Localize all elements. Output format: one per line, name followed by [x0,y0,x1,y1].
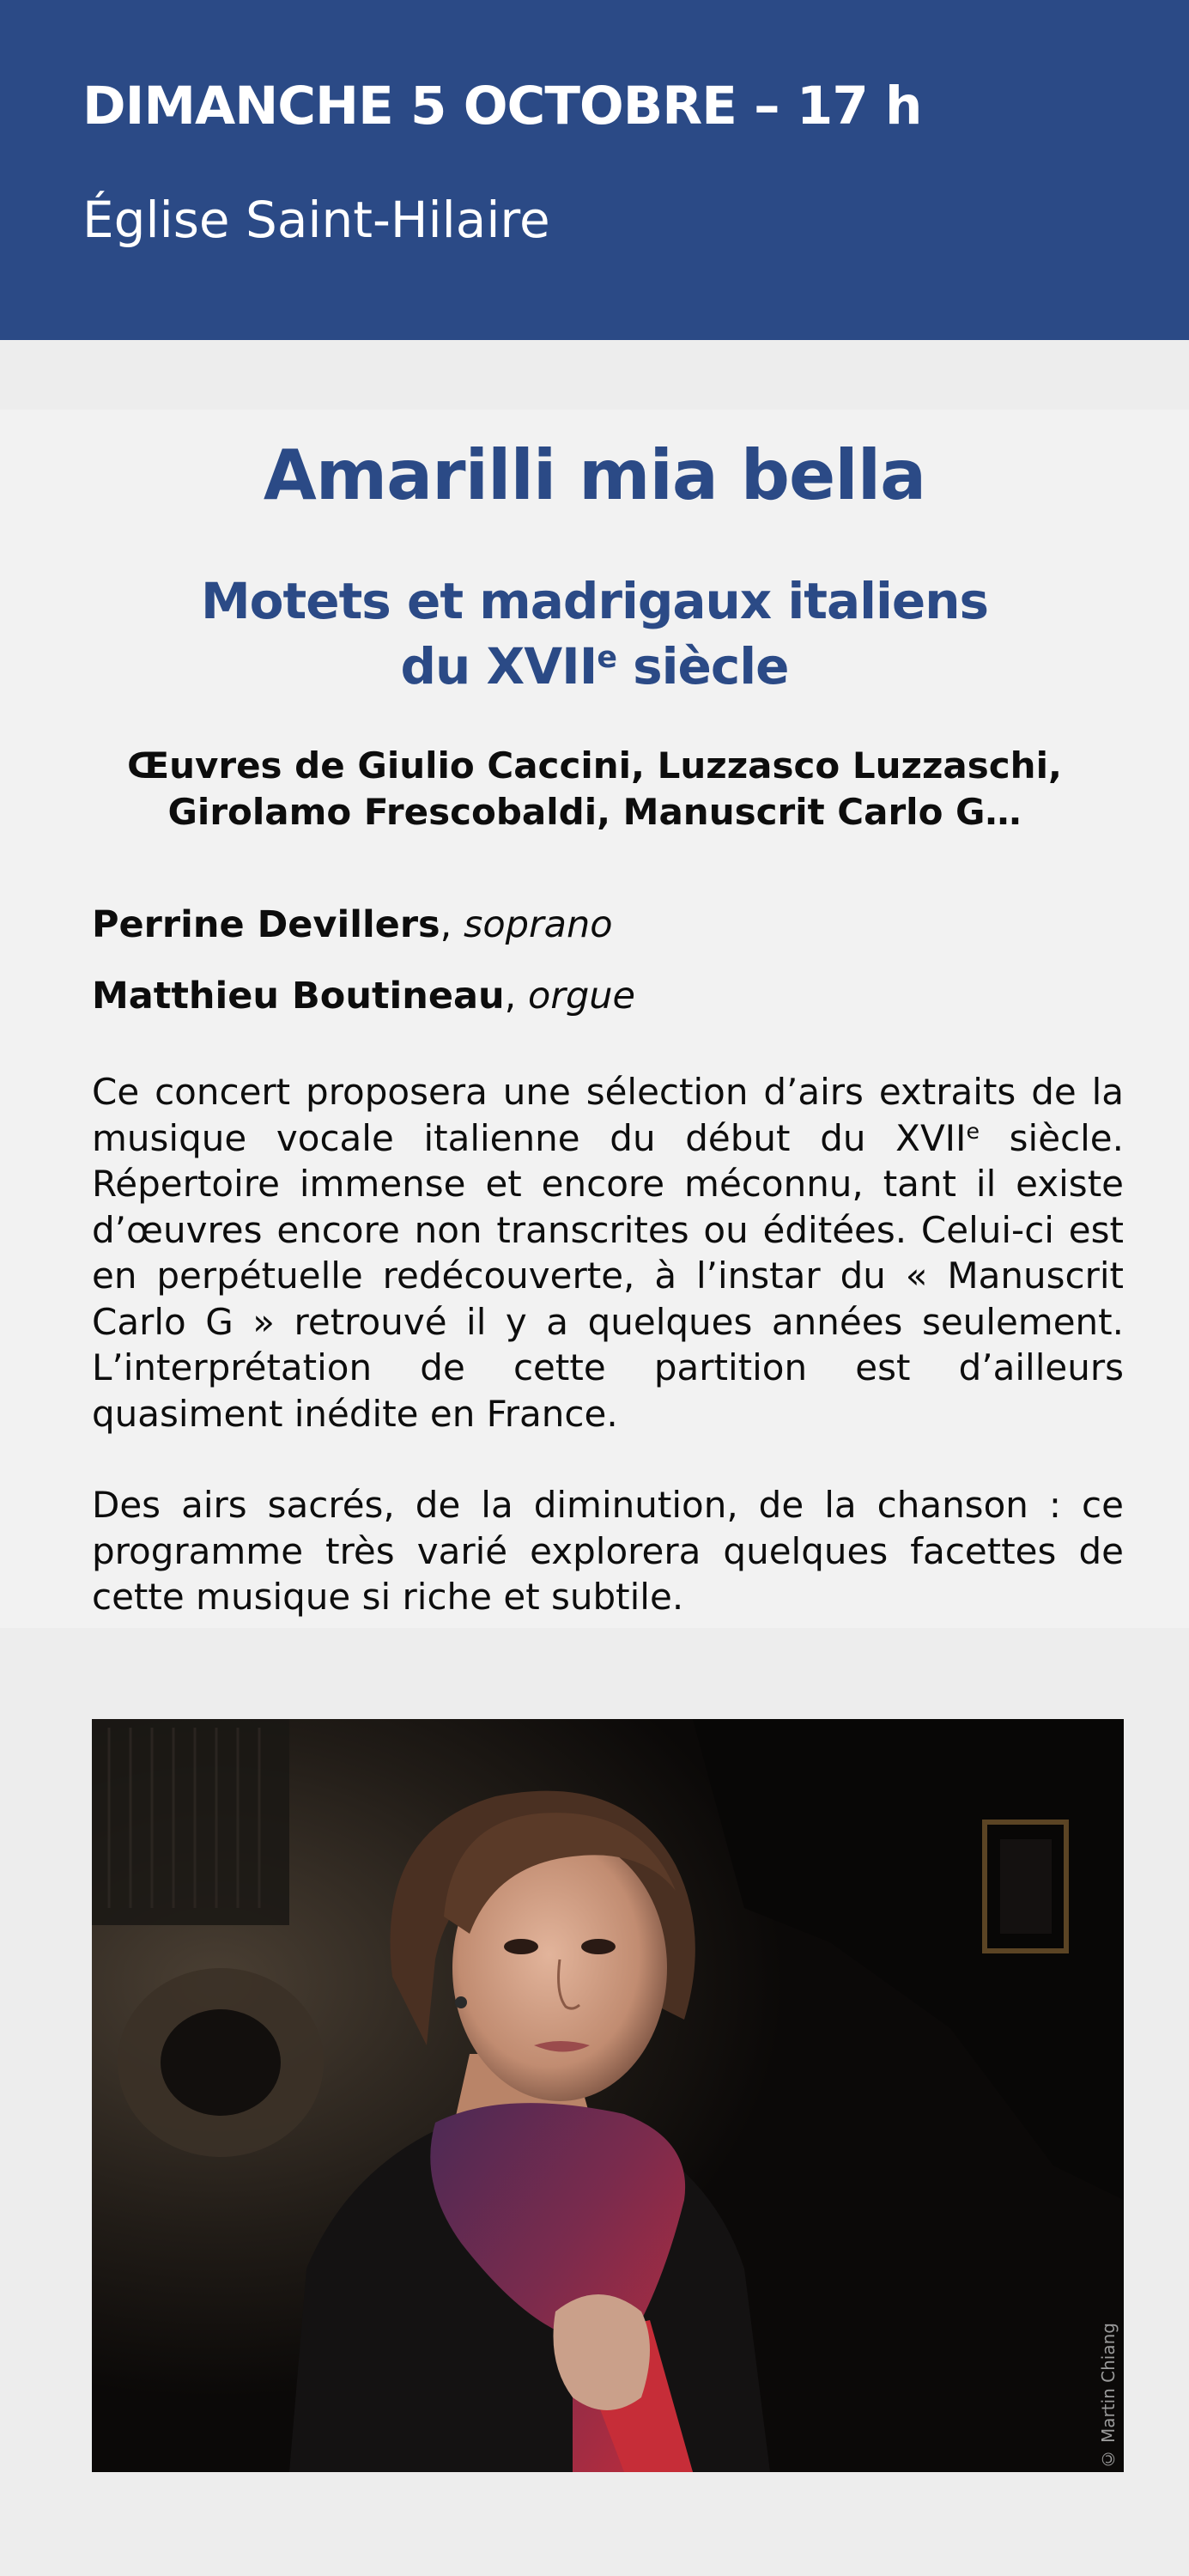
description-paragraph-1 [92,1069,1124,1437]
century-superscript: e [966,1118,980,1144]
event-venue: Église Saint-Hilaire [82,191,550,249]
subtitle-century: du XVII [400,637,598,696]
composers-list [0,743,1189,835]
composers-line-2: Girolamo Frescobaldi, Manuscrit Carlo G… [167,791,1022,833]
subtitle-century-superscript: e [597,640,616,675]
performer-name: Matthieu Boutineau [92,975,505,1018]
performer-role: orgue [528,975,635,1018]
paragraph-text-continued: siècle. Répertoire immense et encore méconnu, tant il existe d’œuvres encore non transcrites ou éditées. Celui-ci est en perpétuelle redécouverte, à l’instar du « Manuscrit Carlo G » retrouvé il y a quelques années seulement. L’interprétation de cette partition est d’ailleurs quasiment inédite en France. [92,1116,1124,1435]
composers-line-1: Œuvres de Giulio Caccini, Luzzasco Luzzaschi, [127,744,1062,787]
event-date-time: DIMANCHE 5 OCTOBRE – 17 h [82,76,922,137]
portrait-image [92,1719,1124,2472]
subtitle-century-suffix: siècle [616,637,789,696]
performer-organ [92,975,635,1018]
performer-role: soprano [464,903,613,946]
paragraph-text: Ce concert proposera une sélection d’airs extraits de la musique vocale italienne du début du XVII [92,1071,1124,1159]
concert-subtitle [0,568,1189,699]
concert-details-panel [0,410,1189,1628]
event-header [0,0,1189,340]
description-paragraph-2: Des airs sacrés, de la diminution, de la chanson : ce programme très varié explorera quelques facettes de cette musique si riche et subtile. [92,1484,1124,1618]
photo-credit: © Martin Chiang [1098,2322,1119,2469]
performer-name: Perrine Devillers [92,903,440,946]
concert-title: Amarilli mia bella [263,435,926,515]
subtitle-line-1: Motets et madrigaux italiens [200,572,989,630]
performer-soprano [92,903,613,946]
performer-separator: , [504,975,528,1018]
performer-portrait-photo [92,1719,1124,2472]
subtitle-line-2 [0,634,1189,699]
performer-separator: , [440,903,464,946]
